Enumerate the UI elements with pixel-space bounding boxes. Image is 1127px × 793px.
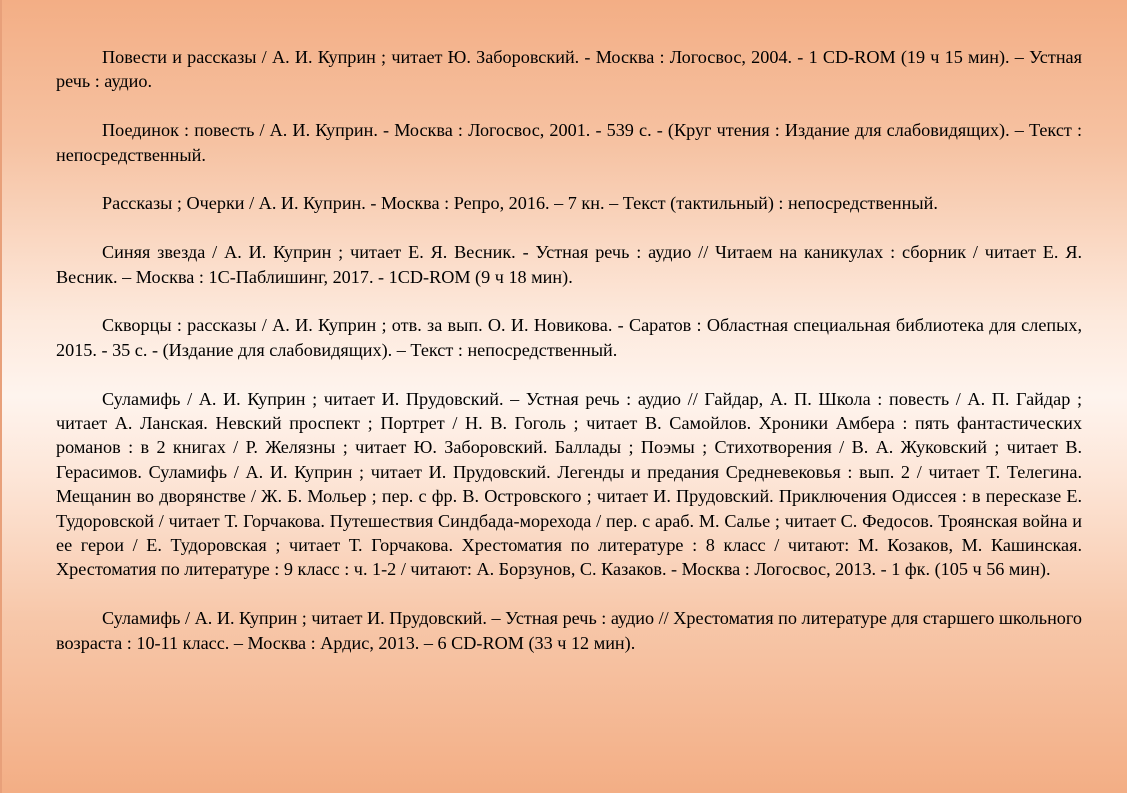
bibliography-entry: Рассказы ; Очерки / А. И. Куприн. - Москва : Репро, 2016. – 7 кн. – Текст (тактильный) : непосредственный. <box>102 193 938 214</box>
bibliography-entry: Суламифь / А. И. Куприн ; читает И. Прудовский. – Устная речь : аудио // Гайдар, А. П. Школа : повесть / А. П. Гайдар ; читает А. Ланская. Невский проспект ; Портрет / Н. В. Гоголь ; читает В. Самойлов. Хроники Амбера : пять фантастических романов : в 2 книгах / Р. Желязны ; читает Ю. Заборовский. Баллады ; Поэмы ; Стихотворения / В. А. Жуковский ; читает В. Герасимов. Суламифь / А. И. Куприн ; читает И. Прудовский. Легенды и предания Средневековья : вып. 2 / читает Т. Телегина. Мещанин во дворянстве / Ж. Б. Мольер ; пер. с фр. В. Островского ; читает И. Прудовский. Приключения Одиссея : в пересказе Е. Тудоровской / читает Т. Горчакова. Путешествия Синдбада-морехода / пер. с араб. М. Салье ; читает С. Федосов. Троянская война и ее герои / Е. Тудоровская ; читает Т. Горчакова. Хрестоматия по литературе : 8 класс / читают: М. Козаков, М. Кашинская. Хрестоматия по литературе : 9 класс : ч. 1-2 / читают: А. Борзунов, С. Казаков. - Москва : Логосвос, 2013. - 1 фк. (105 ч 56 мин). <box>56 388 1082 580</box>
bibliography-list <box>56 45 1082 655</box>
bibliography-entry: Суламифь / А. И. Куприн ; читает И. Прудовский. – Устная речь : аудио // Хрестоматия по литературе для старшего школьного возраста : 10-11 класс. – Москва : Ардис, 2013. – 6 CD-ROM (33 ч 12 мин). <box>56 608 1082 653</box>
bibliography-entry: Поединок : повесть / А. И. Куприн. - Москва : Логосвос, 2001. - 539 с. - (Круг чтения : Издание для слабовидящих). – Текст : непосредственный. <box>56 120 1082 165</box>
bibliography-entry: Скворцы : рассказы / А. И. Куприн ; отв. за вып. О. И. Новикова. - Саратов : Областная специальная библиотека для слепых, 2015. - 35 с. - (Издание для слабовидящих). – Текст : непосредственный. <box>56 315 1082 360</box>
bibliography-entry: Повести и рассказы / А. И. Куприн ; читает Ю. Заборовский. - Москва : Логосвос, 2004. - 1 CD-ROM (19 ч 15 мин). – Устная речь : аудио. <box>56 47 1082 92</box>
bibliography-entry: Синяя звезда / А. И. Куприн ; читает Е. Я. Весник. - Устная речь : аудио // Читаем на каникулах : сборник / читает Е. Я. Весник. – Москва : 1С-Паблишинг, 2017. - 1CD-ROM (9 ч 18 мин). <box>56 242 1082 287</box>
